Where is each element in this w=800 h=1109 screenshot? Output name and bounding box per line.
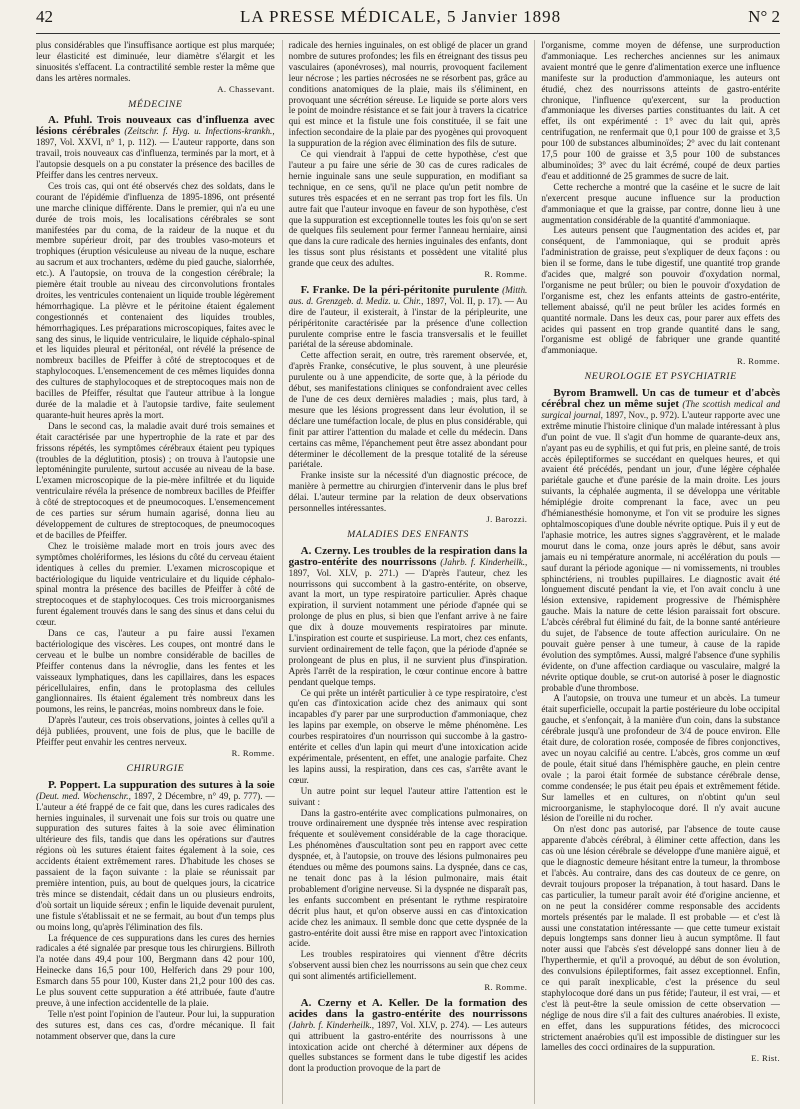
header-rule xyxy=(36,33,780,34)
article-title: La suppuration des sutures à la soie xyxy=(103,778,275,791)
article-reference: (The scottish medical and surgical journal xyxy=(541,399,781,420)
article-reference: (Zeitschr. f. Hyg. u. Infections-krankh. xyxy=(124,126,273,137)
paragraph: Dans ce cas, l'auteur a pu faire aussi l'examen bactériologique des viscères. Les coupes, ont montré dans le cerveau et le bulbe un nombre considérable de bacilles de Pfeiffer contenus dans la névroglie, dans les fentes et les vaisseaux lymphatiques, dans les capillaires, dans les espaces péricellulaires, enfin, dans le protoplasma des cellules ganglionnaires. Ils étaient également très nombreux dans les poumons, les reins, le pancréas, moins nombreux dans le foie. xyxy=(36,628,275,715)
article-title: De la péri-péritonite purulente xyxy=(352,283,499,296)
article-reference: (Deut. med. Wochenschr. xyxy=(36,790,129,801)
article-title: De la formation des acides dans la gastro-entérite des nourrissons xyxy=(288,996,528,1020)
section-heading-medecine: MÉDECINE xyxy=(128,98,183,110)
article-reference: (Jahrb. f. Kinderheilk. xyxy=(440,556,526,567)
signature: R. Romme. xyxy=(737,356,781,367)
continued-paragraph: plus considérables que l'insuffisance aortique est plus marquée; leur élasticité est diminuée, leur diamètre s'élargit et les sinuosités s'effacent. La contractilité semble rester la même que dans les artères normales. xyxy=(36,40,275,83)
continued-paragraph: l'organisme, comme moyen de défense, une surproduction d'ammoniaque. Les recherches anciennes sur les animaux avaient montré que le genre d'alimentation exerce une influence manifeste sur la production d'ammoniaque, les auteurs ont étudié, chez des nourrissons atteints de gastro-entérite chronique, l'influence qu'exercent, sur la production d'ammoniaque les diverses parties constituantes du lait. A cet effet, ils ont expérimenté : 1° avec du lait qui, après centrifugation, ne renfermait que 0,1 pour 100 de graisse et 3,5 pour 100 de substances albuminoïdes; 2° avec du lait contenant 17,5 pour 100 de graisse et 3,5 pour 100 de substances albuminoïdes; 3° avec du lait écrémé, coupé de deux parties d'eau et additionné de 25 grammes de sucre de lait. xyxy=(541,40,781,181)
article-author: P. Poppert. xyxy=(48,778,101,791)
article-franke xyxy=(289,285,528,350)
section-heading-enfants: MALADIES DES ENFANTS xyxy=(347,528,469,540)
article-poppert xyxy=(36,780,275,933)
journal-title: LA PRESSE MÉDICALE, 5 Janvier 1898 xyxy=(240,7,562,26)
article-title: Un cas de tumeur et d'abcès cérébral chez un même sujet xyxy=(541,387,781,410)
article-body: , 1897, 2 Décembre, n° 49, p. 777). — L'auteur a été frappé de ce fait que, dans les cures radicales des hernies inguinales, il survenait une fois sur trois ou quatre une suppuration des sutures faites à la soie avec élimination ultérieure des fils, tandis que dans les opérations sur d'autres régions où les sutures étaient faites également à la soie, ces accidents étaient extrêmement rares. D'habitude les choses se passaient de la façon suivante : la plaie se réunissait par première intention, puis, au bout de quelques jours, la cicatrice très mince se distendait, cédait dans un ou plusieurs endroits, d'où sortait un liquide séreux ; enfin le liquide devenait purulent, une fistule s'établissait et ne se fermait, au bout d'un temps plus ou moins long, qu'après l'élimination des fils. xyxy=(36,790,275,932)
paragraph: Les troubles respiratoires qui viennent d'être décrits s'observent aussi bien chez les nourrissons au sein que chez ceux qui sont alimentés artificiellement. xyxy=(288,949,528,982)
paragraph: Franke insiste sur la nécessité d'un diagnostic précoce, de manière à permettre au chirurgien d'intervenir dans le plus bref délai. L'auteur termine par la relation de deux observations personnelles intéressantes. xyxy=(288,470,528,514)
article-reference: (Mitth. aus. d. Grenzgeb. d. Mediz. u. Chir. xyxy=(288,284,528,306)
article-title: Trois nouveaux cas d'influenza avec lésions cérébrales xyxy=(36,114,275,138)
column-right xyxy=(534,40,780,1104)
article-body: , 1897, Nov., p. 972). L'auteur rapporte avec une extrême minutie l'histoire clinique d'un malade intéressant à plus d'un point de vue. Il s'agit d'un homme de quarante-deux ans, n'ayant pas eu de syphilis, et qui fut pris, en pleine santé, de trois accès épileptiformes se succédant en quelques heures, et qui avaient été précédés, pendant un jour, d'une légère céphalée pariétale gauche et d'une parésie de la main droite. Les jours suivants, la céphalée augmenta, il se développa une véritable hémiplégie droite comprenant la face, avec un peu d'hémianesthésie homonyme, et l'on vit se produire les signes ophtalmoscopiques d'une double névrite optique. Puis il y eut de l'aphasie motrice, les autres signes s'aggravèrent, et le malade mourut dans le coma, onze jours après le début, sans avoir jamais eu ni température anormale, ni accélération du pouls — sauf durant la période agonique — ni vomissements, ni troubles sphinctériens, ni troubles pupillaires. Le diagnostic avait été longuement discuté pendant la vie, et l'on avait conclu à une lésion extensive, rapidement progressive de l'hémisphère gauche. Mais la nature de cette lésion paraissait fort obscure. L'abcès cérébral fut éliminé du fait, de la bonne santé antérieure du sujet, de l'absence de toute affection auriculaire. On ne pouvait guère penser à une tumeur, à cause de la rapide évolution des symptômes. Aussi, malgré l'absence d'une syphilis évidente, on d'une affection cardiaque ou vasculaire, malgré la névrite optique double, se crut-on autorisé à poser le diagnostic probable d'une thrombose. xyxy=(541,409,781,693)
article-pfuhl xyxy=(36,115,275,180)
page-number: 42 xyxy=(36,7,53,26)
paragraph: Ce qui viendrait à l'appui de cette hypothèse, c'est que l'auteur a pu faire une série de 30 cas de cures radicales de hernie inguinale sans une seule suppuration, en modifiant sa technique, en ce sens, qu'il ne place qu'un petit nombre de sutures très espacées et en ne serrant pas trop fort les fils. Un autre fait que l'auteur invoque en faveur de son hypothèse, c'est que la suppuration est exceptionnelle toutes les fois qu'on se sert de quelques fils seulement pour fermer l'anneau herniaire, ainsi que dans la cure radicale des hernies inguinales des enfants, dont les tissus sont plus résistants et possèdent une vitalité plus grande que ceux des adultes. xyxy=(288,149,528,269)
article-bramwell xyxy=(541,388,780,693)
article-author: Byrom Bramwell. xyxy=(553,387,639,400)
article-author: A. Czerny. xyxy=(300,544,351,557)
article-body: , 1897, Vol. XLV, p. 271.) — D'après l'auteur, chez les nourrissons qui succombent à la gastro-entérite, on observe, avant la mort, un type respiratoire particulier. Après chaque expiration, il survient notamment une période d'apnée qui se prolonge de plus en plus, si bien que l'enfant arrive à ne faire que dix à douze mouvements respiratoires par minute. L'inspiration est courte et suspirieuse. La mort, chez ces enfants, survient ordinairement de telle façon, que la période d'apnée se prolongeant de plus en plus, il ne survient plus d'inspiration. Après l'arrêt de la respiration, le cœur continue encore à battre pendant quelque temps. xyxy=(288,556,528,687)
article-body: , 1897, Vol. XLV, p. 274). — Les auteurs qui attribuent la gastro-entérite des nourrissons à une intoxication acide ont cherché à déterminer aux dépens de quelles substances se forment dans le tube digestif les acides dont la production provoque de la part de xyxy=(288,1019,528,1074)
paragraph: La fréquence de ces suppurations dans les cures des hernies radicales a été signalée par presque tous les chirurgiens. Billroth l'a notée dans 49,4 pour 100, Bergmann dans 42 pour 100, Heinecke dans 16,5 pour 100, Helferich dans 29 pour 100, Esmarch dans 55 pour 100, Kuster dans 21,2 pour 100 des cas. Le plus souvent cette suppuration a été attribuée, faute d'autre preuve, à une infection accidentelle de la plaie. xyxy=(36,932,275,1008)
paragraph: Ce qui prête un intérêt particulier à ce type respiratoire, c'est qu'en cas d'intoxication acide chez des animaux qui sont incapables d'y parer par une surproduction d'ammoniaque, chez les lapins par exemple, on observe le même phénomène. Les courbes respiratoires d'un nourrisson qui succombe à la gastro-entérite et celles d'un lapin qui meurt d'une intoxication acide expérimentale, présentent, en effet, une analogie parfaite. Chez les lapins aussi, la respiration, dans ces cas, s'arrête avant le cœur. xyxy=(288,687,528,785)
signature: A. Chassevant. xyxy=(217,83,275,94)
column-left xyxy=(36,40,275,1104)
article-reference: (Jahrb. f. Kinderheilk. xyxy=(288,1019,372,1030)
paragraph: Un autre point sur lequel l'auteur attire l'attention est le suivant : xyxy=(288,785,528,807)
issue-number: N° 2 xyxy=(748,7,780,26)
paragraph: On n'est donc pas autorisé, par l'absence de toute cause apparente d'abcès cérébral, à éliminer cette affection, dans les cas où une lésion cérébrale se développe d'une manière aiguë, et que le diagnostic demeure hésitant entre la tumeur, la thrombose et l'abcès. Au contraire, dans des cas douteux de ce genre, on devrait toujours proposer la trépanation, à tout hasard. Dans le cas particulier, la tumeur paraît avoir été d'origine ancienne, et on ne peut la considérer comme responsable des accidents mortels présentés par le malade. Il est probable — et c'est là aussi une constatation intéressante — que cette tumeur existait depuis longtemps sans donner lieu à aucun symptôme. Il faut noter aussi que l'abcès s'est développé sans donner lieu à de l'hyperthermie, et qu'il a provoqué, au début de son évolution, des convulsions épileptiformes, fait assez exceptionnel. Enfin, ce qui paraît inexplicable, c'est la présence du seul staphylocoque doré dans un pus fétide; l'auteur, il est vrai, — et c'est là peut-être la seule omission de cette observation — néglige de nous dire s'il a fait des cultures anaérobies. Il existe, en effet, dans les suppurations fétides, des micrococci strictement anaérobies qu'il est impossible de distinguer sur les lamelles des cocci ordinaires de la suppuration. xyxy=(541,824,781,1053)
continued-paragraph: radicale des hernies inguinales, on est obligé de placer un grand nombre de sutures profondes; les fils en étreignant des tissus peu vasculaires (aponévroses), mal nourris, provoquent facilement leur nécrose ; les parties nécrosées ne se résorbent pas, grâce au conditions anatomiques de la plaie, mais ils s'éliminent, en provoquant une sécrétion séreuse. Le liquide se porte alors vers le point de moindre résistance et se fait jour à travers la cicatrice qui est mince et la fistule une fois constituée, il se fait une infection secondaire de la plaie par des pyogènes qui provoquent la suppuration de la région avec élimination des fils de suture. xyxy=(288,40,528,149)
article-czerny-keller xyxy=(289,998,528,1074)
paragraph: Dans le second cas, la maladie avait duré trois semaines et était caractérisée par une hypertrophie de la rate et par des frissons répétés, les symptômes cérébraux étaient peu typiques (troubles de la déglutition, ptosis) ; on trouva à l'autopsie une leptoméningite purulente, surtout accusée au niveau de la base. L'examen microscopique de la pie-mère infiltrée et du liquide ventriculaire révéla la présence de nombreux bacilles de Pfeiffer à côté de streptocoques et de pneumocoques. L'ensemencement de ces parties sur sérum humain agarisé, donna lieu au développement de cultures de streptocoques, de pneumocoques et de bacilles de Pfeiffer. xyxy=(36,420,275,540)
article-author: F. Franke. xyxy=(300,283,350,296)
article-columns xyxy=(36,40,780,1104)
paragraph: Dans la gastro-entérite avec complications pulmonaires, on trouve ordinairement une dyspnée très intense avec respiration fréquente et soulèvement considérable de la cage thoracique. Les phénomènes d'auscultation sont peu en rapport avec cette dyspnée, et, à l'autopsie, on trouve des lésions pulmonaires peu étendues ou même des poumons sains. La dyspnée, dans ce cas, ne tenait donc pas à la lésion pulmonaire, mais était probablement d'origine nerveuse. Si la dyspnée ne disparaît pas, les enfants succombent en présentant le rythme respiratoire décrit plus haut, et qu'on observe aussi en cas d'intoxication acide chez les animaux. Il semble donc que cette dyspnée de la gastro-entérite doit aussi être mise en rapport avec l'intoxication acide. xyxy=(288,807,528,949)
paragraph: D'après l'auteur, ces trois observations, jointes à celles qu'il a déjà publiées, prouvent, une fois de plus, que le bacille de Pfeiffer peut envahir les centres nerveux. xyxy=(36,715,275,748)
signature: J. Barozzi. xyxy=(486,513,528,524)
section-heading-neurologie: NEUROLOGIE ET PSYCHIATRIE xyxy=(584,371,737,383)
paragraph: Ces trois cas, qui ont été observés chez des soldats, dans le courant de l'épidémie d'influenza de 1895-1896, ont présenté une marche clinique différente. Dans le premier, qui n'a eu une durée de trois mois, les localisations cérébrales se sont manifestées par du coma, de la raideur de la nuque et du membre supérieur droit, par des troubles vaso-moteurs et trophiques (éruption vésiculeuse au niveau de la nuque, eschare au sacrum et aux trochanters, œdème du pied gauche, sialorrhée, etc.). A l'autopsie, on trouva de la congestion cérébrale; la piemère était trouble au niveau des circonvolutions frontales droites, les ventricules contenaient un liquide trouble légèrement hémorrhagique. La plèvre et le péritoine étaient également congestionnés et contenaient des liquides troubles, hémorrhagiques. Les préparations microscopiques, faites avec le sang des sinus, le liquide ventriculaire, le liquide céphalo-spinal et les liquides pleural et péritonéal, ont révélé la présence de nombreux bacilles de Pfeiffer à côté de streptocoques et de staphylocoques. L'ensemencement de ces mêmes liquides donna des cultures de staphylocoques et de streptocoques mais non de bacilles de Pfeiffer, résultat que l'auteur attribue à la longue durée de la maladie et à l'autopsie tardive, faite seulement quarante-huit heures après la mort. xyxy=(36,180,275,420)
signature: R. Romme. xyxy=(231,748,275,758)
article-body: , 1897, Vol. XXVI, n° 1, p. 112). — L'auteur rapporte, dans son travail, trois nouveaux cas d'influenza, terminés par la mort, et à l'autopsie desquels on a pu constater la présence des bacilles de Pfeiffer dans les centres nerveux. xyxy=(36,126,275,180)
paragraph: Telle n'est point l'opinion de l'auteur. Pour lui, la suppuration des sutures est, dans ces cas, d'ordre mécanique. Il fait notamment observer que, dans la cure xyxy=(36,1008,275,1041)
article-author: A. Pfuhl. xyxy=(48,114,93,127)
paragraph: A l'autopsie, on trouva une tumeur et un abcès. La tumeur était superficielle, occupait la partie postérieure du lobe occipital gauche, et s'enfonçait, à la manière d'un coin, dans la substance cérébrale jusqu'à une profondeur de 3/4 de pouce environ. Elle était dure, de coloration rosée, composée de fibres conjonctives, avec un noyau calcifié au centre. L'abcès, gros comme un œuf de poule, était situé dans l'hémisphère gauche, en plein centre ovale ; la paroi était formée de substance cérébrale dense, comme condensée; le pus était peu épais et extrêmement fétide. Sur lamelles et en cultures, on n'obtint qu'un seul microorganisme, le staphylocoque doré. Il n'y avait aucune lésion de l'oreille ni du rocher. xyxy=(541,693,781,824)
article-author: A. Czerny et A. Keller. xyxy=(300,996,420,1009)
article-body: , 1897, Vol. II, p. 17). — Au dire de l'auteur, il existerait, à l'instar de la péripleurite, une péripéritonite caractérisée par la présence d'une collection purulente comprise entre le fascia transversalis et le feuillet pariétal de la séreuse abdominale. xyxy=(288,295,528,350)
paragraph: Les auteurs pensent que l'augmentation des acides et, par conséquent, de l'ammoniaque, qui se produit après l'administration de graisse, peut s'expliquer de deux façons : ou bien il se forme, dans le tube digestif, une quantité trop grande d'acides que, malgré son pouvoir d'oxydation normal, l'organisme ne peut brûler; ou bien le pouvoir d'oxydation de l'organisme est, chez les enfants atteints de gastro-entérite, tellement abaissé, qu'il ne peut brûler les acides formés en quantité normale. Dans les deux cas, pour parer aux effets des acides qui passent en trop grande quantité dans le sang, l'organisme est obligé de fabriquer une grande quantité d'ammoniaque. xyxy=(541,225,781,356)
column-middle xyxy=(282,40,528,1104)
article-title: Les troubles de la respiration dans la gastro-entérite des nourrissons xyxy=(288,544,528,568)
paragraph: Chez le troisième malade mort en trois jours avec des symptômes cholériformes, les lésions du côté du cerveau étaient identiques à celles du premier. L'examen microscopique et bactériologique du liquide ventriculaire et du liquide céphalo-spinal montra la présence des bacilles de Pfeiffer à côté de streptocoques et de staphylocoques. Ces trois microorganismes furent également trouvés dans le sang des sinus et dans celui du cœur. xyxy=(36,540,275,628)
paragraph: Cette affection serait, en outre, très rarement observée, et, d'après Franke, consécutive, le plus souvent, à une pleurésie purulente ou à une appendicite, de sorte que, à la période du début, ses manifestations cliniques se confondraient avec celles de l'une de ces deux dernières maladies ; mais, plus tard, à mesure que les lésions progressent dans leur évolution, il se déclare une tuméfaction locale, de plus en plus considérable, qui finit par attirer l'attention du malade et celle du médecin. Dans certains cas même, l'épanchement peut être assez abondant pour déterminer le décollement de la presque totalité de la séreuse pariétale. xyxy=(288,350,528,470)
signature: R. Romme. xyxy=(484,269,528,280)
article-czerny xyxy=(289,546,528,688)
section-heading-chirurgie: CHIRURGIE xyxy=(126,762,185,774)
signature: E. Rist. xyxy=(751,1053,781,1064)
page-header xyxy=(36,4,780,30)
paragraph: Cette recherche a montré que la caséine et le sucre de lait n'exercent presque aucune influence sur la production d'ammoniaque et que la graisse, par contre, donne lieu à une augmentation considérable de la quantité d'ammoniaque. xyxy=(541,181,781,225)
signature: R. Romme. xyxy=(484,982,528,993)
